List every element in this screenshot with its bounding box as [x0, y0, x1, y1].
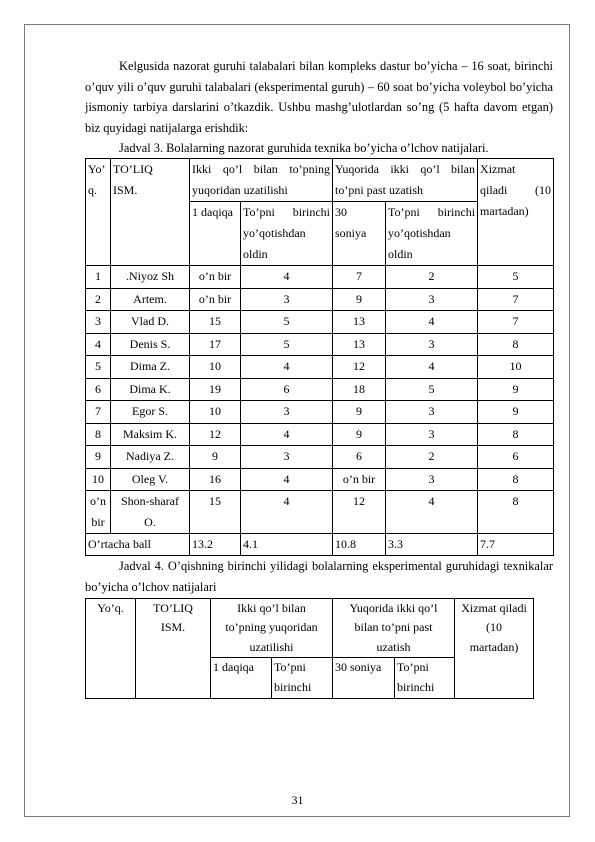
table3-sub-1min: 1 daqiqa [190, 202, 241, 266]
table4-sub-before-loss-2: To’pni birinchi [395, 658, 455, 698]
table4-header-low-pass: Yuqorida ikki qo’l bilan to’pni past uzatish [333, 598, 455, 658]
table3-sub-30sec: 30 soniya [333, 202, 386, 266]
table3-header-overhead-pass: Ikki qo’l bilan to’pning yuqoridan uzatilishi [190, 159, 333, 202]
table3-header-serve: Xizmat qiladi (10 martadan) [478, 159, 554, 266]
average-label: O’rtacha ball [86, 534, 190, 556]
table4-header-num: Yo’q. [86, 598, 136, 698]
table4-header-name: TO’LIQ ISM. [136, 598, 211, 698]
page-number: 31 [291, 793, 304, 807]
table3-header-low-pass: Yuqorida ikki qo’l bilan to’pni past uzatish [333, 159, 478, 202]
table-row: 3 Vlad D. 15 5 13 4 7 [86, 311, 554, 334]
table-row: 7 Egor S. 10 3 9 3 9 [86, 401, 554, 424]
table4-sub-1min: 1 daqiqa [211, 658, 272, 698]
table-row: 9 Nadiya Z. 9 3 6 2 6 [86, 446, 554, 469]
table-row: 8 Maksim K. 12 4 9 3 8 [86, 423, 554, 446]
table-row: 2 Artem. o’n bir 3 9 3 7 [86, 288, 554, 311]
table3-average-row: O’rtacha ball 13.2 4.1 10.8 3.3 7.7 [86, 534, 554, 556]
table4-sub-30sec: 30 soniya [333, 658, 395, 698]
table-row: 10 Oleg V. 16 4 o’n bir 3 8 [86, 468, 554, 491]
table3 [85, 158, 554, 556]
table-row: 1 .Niyoz Sh o’n bir 4 7 2 5 [86, 266, 554, 289]
table-row: 6 Dima K. 19 6 18 5 9 [86, 378, 554, 401]
table-row: 5 Dima Z. 10 4 12 4 10 [86, 356, 554, 379]
table3-header-num: Yo’ q. [86, 159, 111, 266]
table4-header-overhead-pass: Ikki qo’l bilan to’pning yuqoridan uzatilishi [211, 598, 333, 658]
table-row: o’n bir Shon-sharaf O. 15 4 12 4 8 [86, 491, 554, 534]
page-content [85, 56, 553, 699]
table4-sub-before-loss-1: To’pni birinchi [272, 658, 333, 698]
table3-caption: Jadval 3. Bolalarning nazorat guruhida texnika bo’yicha o’lchov natijalari. [119, 141, 489, 156]
table3-sub-before-loss-2: To’pni birinchi yo’qotishdan oldin [386, 202, 478, 266]
table4 [85, 598, 534, 699]
table3-header-row [86, 159, 554, 202]
table4-caption: Jadval 4. O’qishning birinchi yilidagi bolalarning eksperimental guruhidagi texnikalar bo’yicha o’lchov natijalari [85, 559, 553, 594]
intro-paragraph: Kelgusida nazorat guruhi talabalari bilan kompleks dastur bo’yicha – 16 soat, birinchi o’quv yili o’quv guruhi talabalari (eksperimental guruh) – 60 soat bo’yicha voleybol bo’yicha jismoniy tarbiya darslarini o’tkazdik. Ushbu mashg’ulotlardan so’ng (5 hafta davom etgan) biz quyidagi natijalarga erishdik: [85, 59, 553, 135]
table3-sub-before-loss-1: To’pni birinchi yo’qotishdan oldin [241, 202, 333, 266]
table3-header-name: TO’LIQ ISM. [111, 159, 190, 266]
table4-header-serve: Xizmat qiladi (10 martadan) [455, 598, 534, 698]
table-row: 4 Denis S. 17 5 13 3 8 [86, 333, 554, 356]
table4-header-row [86, 598, 534, 658]
